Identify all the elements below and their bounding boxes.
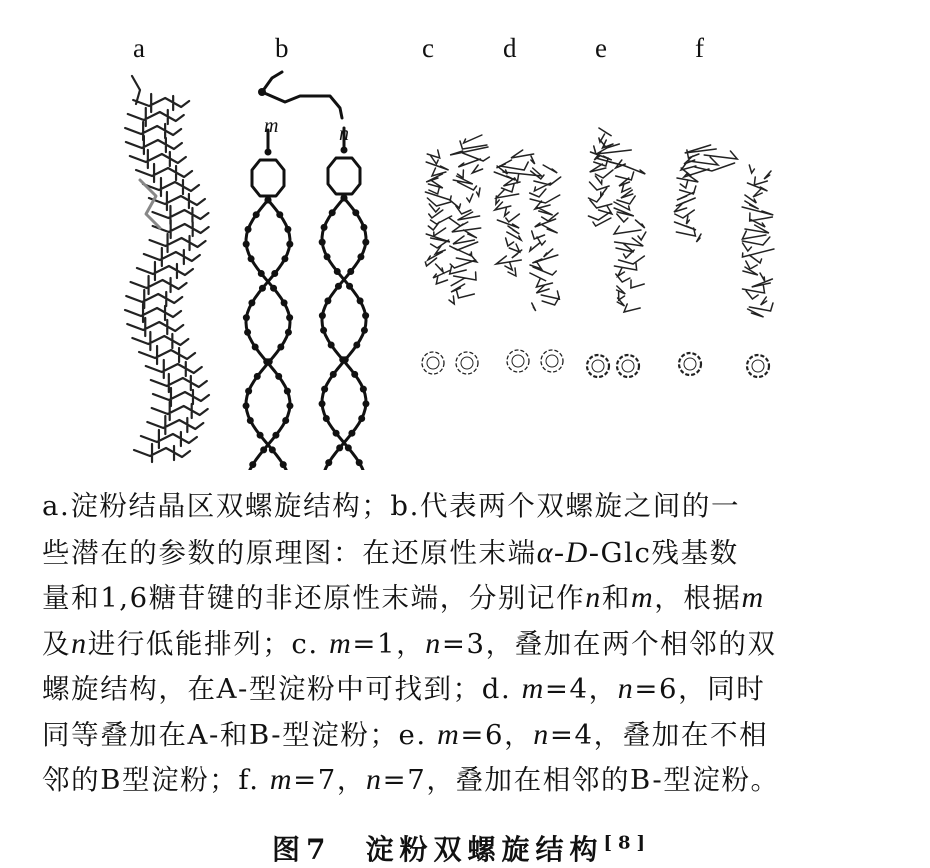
caption-line-4: 及n进行低能排列；c. m=1，n=3，叠加在两个相邻的双 xyxy=(42,626,777,660)
panel-a-double-helix-stick-model xyxy=(125,76,209,462)
panel-label-a: a xyxy=(133,33,145,63)
label-n: n xyxy=(339,123,349,145)
panel-label-f: f xyxy=(695,33,704,63)
caption-line-6: 同等叠加在A-和B-型淀粉；e. m=6，n=4，叠加在不相 xyxy=(42,717,769,751)
panel-label-b: b xyxy=(275,33,289,63)
panel-b-helix-schematic xyxy=(243,72,370,470)
figure-caption xyxy=(42,484,872,803)
figure-reference: [8] xyxy=(603,832,652,854)
panel-label-e: e xyxy=(595,33,607,63)
label-m: m xyxy=(264,115,279,137)
figure-title: 图7 淀粉双螺旋结构[8] xyxy=(272,832,652,866)
caption-line-2: 些潜在的参数的原理图：在还原性末端α-D-Glc残基数 xyxy=(42,535,739,569)
helix-cross-sections xyxy=(422,350,769,377)
caption-line-7: 邻的B型淀粉；f. m=7，n=7，叠加在相邻的B-型淀粉。 xyxy=(42,763,780,796)
panel-label-c: c xyxy=(422,33,434,63)
panels-c-f-cluster-models xyxy=(425,128,774,317)
panel-label-d: d xyxy=(503,33,517,63)
caption-line-3: 量和1,6糖苷键的非还原性末端，分别记作n和m，根据m xyxy=(42,581,765,614)
caption-line-1: a.淀粉结晶区双螺旋结构；b.代表两个双螺旋之间的一 xyxy=(42,490,741,522)
caption-line-5: 螺旋结构，在A-型淀粉中可找到；d. m=4，n=6，同时 xyxy=(42,672,766,705)
